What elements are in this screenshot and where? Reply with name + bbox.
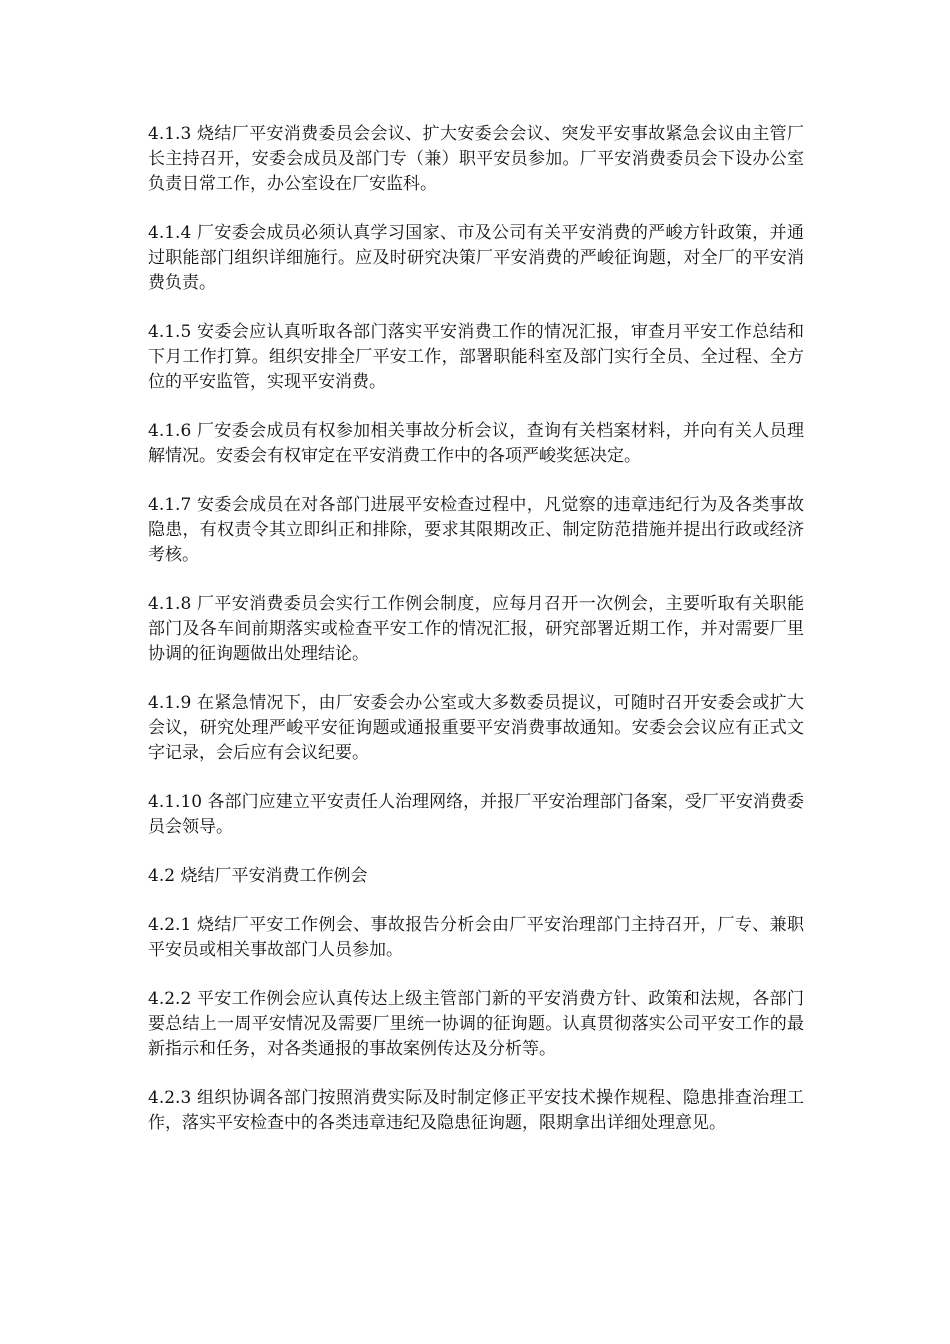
- paragraph-4-1-8: 4.1.8 厂平安消费委员会实行工作例会制度，应每月召开一次例会，主要听取有关职能部门及各车间前期落实或检查平安工作的情况汇报，研究部署近期工作，并对需要厂里协调的征询题做出处理结论。: [148, 594, 804, 664]
- paragraph-4-2-3: 4.2.3 组织协调各部门按照消费实际及时制定修正平安技术操作规程、隐患排查治理工作，落实平安检查中的各类违章违纪及隐患征询题，限期拿出详细处理意见。: [148, 1088, 804, 1133]
- paragraph-4-1-3: 4.1.3 烧结厂平安消费委员会会议、扩大安委会会议、突发平安事故紧急会议由主管厂长主持召开，安委会成员及部门专（兼）职平安员参加。厂平安消费委员会下设办公室负责日常工作，办公室设在厂安监科。: [148, 124, 804, 194]
- paragraph-4-2-2: 4.2.2 平安工作例会应认真传达上级主管部门新的平安消费方针、政策和法规，各部门要总结上一周平安情况及需要厂里统一协调的征询题。认真贯彻落实公司平安工作的最新指示和任务，对各类通报的事故案例传达及分析等。: [148, 989, 804, 1059]
- paragraph-4-1-9: 4.1.9 在紧急情况下，由厂安委会办公室或大多数委员提议，可随时召开安委会或扩大会议，研究处理严峻平安征询题或通报重要平安消费事故通知。安委会会议应有正式文字记录，会后应有会议纪要。: [148, 693, 804, 763]
- section-heading-4-2: 4.2 烧结厂平安消费工作例会: [148, 866, 368, 886]
- document-body: [148, 122, 804, 1160]
- paragraph-4-1-10: 4.1.10 各部门应建立平安责任人治理网络，并报厂平安治理部门备案，受厂平安消费委员会领导。: [148, 792, 804, 837]
- paragraph-4-1-6: 4.1.6 厂安委会成员有权参加相关事故分析会议，查询有关档案材料，并向有关人员理解情况。安委会有权审定在平安消费工作中的各项严峻奖惩决定。: [148, 421, 804, 466]
- paragraph-4-1-4: 4.1.4 厂安委会成员必须认真学习国家、市及公司有关平安消费的严峻方针政策，并通过职能部门组织详细施行。应及时研究决策厂平安消费的严峻征询题，对全厂的平安消费负责。: [148, 223, 804, 293]
- paragraph-4-1-7: 4.1.7 安委会成员在对各部门进展平安检查过程中，凡觉察的违章违纪行为及各类事故隐患，有权责令其立即纠正和排除，要求其限期改正、制定防范措施并提出行政或经济考核。: [148, 495, 804, 565]
- paragraph-4-2-1: 4.2.1 烧结厂平安工作例会、事故报告分析会由厂平安治理部门主持召开，厂专、兼职平安员或相关事故部门人员参加。: [148, 915, 804, 960]
- paragraph-4-1-5: 4.1.5 安委会应认真听取各部门落实平安消费工作的情况汇报，审查月平安工作总结和下月工作打算。组织安排全厂平安工作，部署职能科室及部门实行全员、全过程、全方位的平安监管，实现平安消费。: [148, 322, 804, 392]
